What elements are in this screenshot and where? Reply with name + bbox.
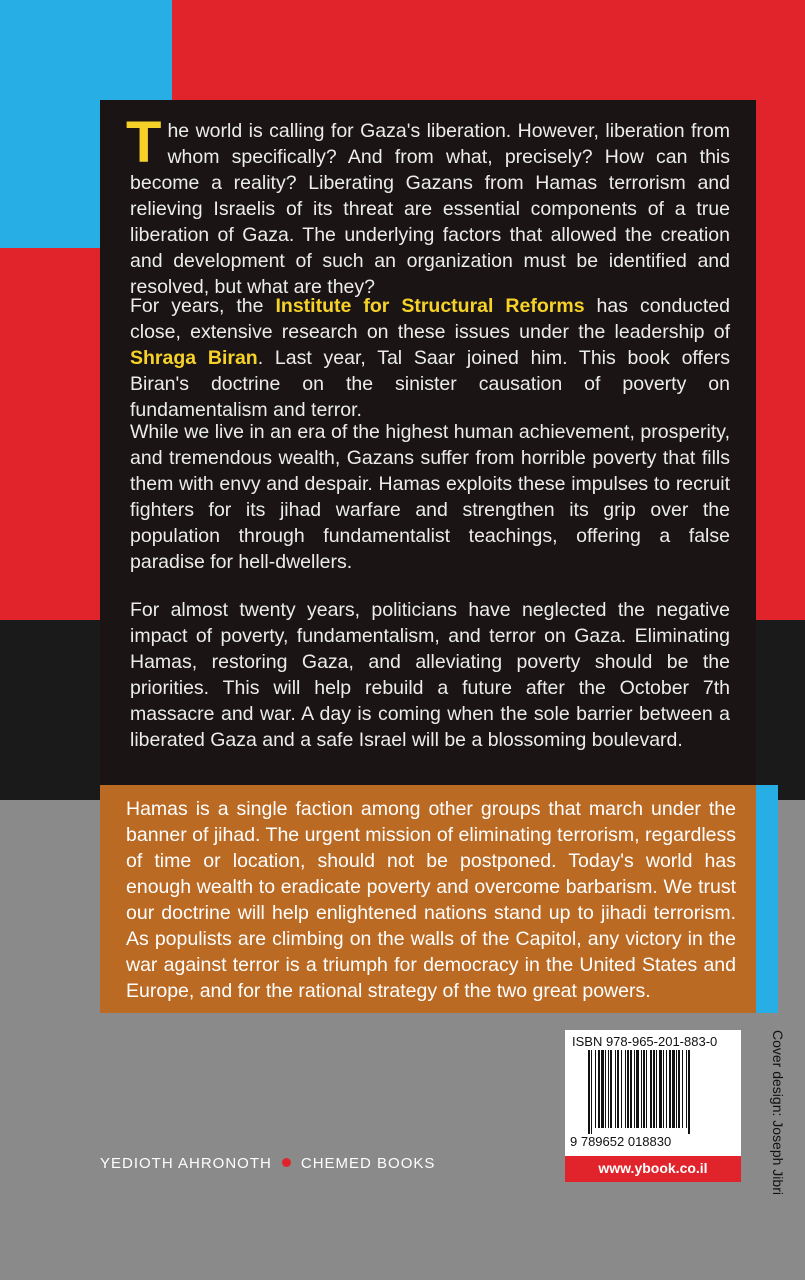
barcode-bar [641, 1050, 642, 1128]
barcode-bar [669, 1050, 671, 1128]
paragraph-1-text: he world is calling for Gaza's liberation. However, liberation from whom specifically? And from what, precisely? How can this become a reality? Liberating Gazans from Hamas terrorism and relieving Israelis of its threat are essential components of a true liberation of Gaza. The underlying factors that allowed the creation and development of such an organization must be identified and resolved, but what are they? [130, 120, 730, 298]
publisher-line [100, 1155, 435, 1172]
barcode-bar [688, 1050, 690, 1134]
barcode-bar [605, 1050, 606, 1128]
drop-cap: T [126, 110, 162, 175]
barcode-bar [643, 1050, 645, 1128]
barcode-bar [650, 1050, 652, 1128]
barcode-bar [659, 1050, 662, 1128]
publisher-url: www.ybook.co.il [598, 1160, 708, 1176]
barcode-bar [653, 1050, 655, 1128]
barcode-bar [625, 1050, 626, 1128]
paragraph-1 [126, 110, 730, 300]
barcode-bar [686, 1050, 687, 1128]
barcode-bar [595, 1050, 596, 1128]
barcode-bar [678, 1050, 680, 1128]
paragraph-4: For almost twenty years, politicians have neglected the negative impact of poverty, fundamentalism, and terror on Gaza. Eliminating Hamas, restoring Gaza, and alleviating poverty should be the priorities. This will help rebuild a future after the October 7th massacre and war. A day is coming when the sole barrier between a liberated Gaza and a safe Israel will be a blossoming boulevard. [130, 599, 730, 751]
publisher-right: CHEMED BOOKS [300, 1155, 436, 1172]
paragraph-2-text-a: For years, the [130, 295, 276, 317]
background-blue-strip [756, 785, 778, 1013]
paragraph-2 [130, 293, 730, 423]
institute-name: Institute for Structural Reforms [275, 295, 585, 317]
author-name: Shraga Biran [130, 347, 258, 369]
paragraph-3: While we live in an era of the highest human achievement, prosperity, and tremendous wealth, Gazans suffer from horrible poverty that fills them with envy and despair. Hamas exploits these impulses to recruit fighters for its jihad warfare and strengthen its grip over the population through fundamentalist teachings, offering a false paradise for hell-dwellers. [130, 421, 730, 573]
barcode-bar [621, 1050, 622, 1128]
barcode-bar [663, 1050, 664, 1128]
barcode-bar [615, 1050, 616, 1128]
barcode-bar [588, 1050, 590, 1134]
barcode-bar [610, 1050, 612, 1128]
barcode-bar [591, 1050, 592, 1134]
barcode-bar [608, 1050, 609, 1128]
barcode-icon [586, 1050, 730, 1134]
cover-credit [766, 1030, 790, 1230]
paragraph-2-text-b: has conducted close, extensive research on these issues under the leadership of [130, 295, 730, 343]
orange-paragraph: Hamas is a single faction among other groups that march under the banner of jihad. The urgent mission of eliminating terrorism, regardless of time or location, should not be postponed. Today's world has enough wealth to eradicate poverty and overcome barbarism. We trust our doctrine will help enlightened nations stand up to jihadi terrorism. As populists are climbing on the walls of the Capitol, any victory in the war against terror is a triumph for democracy in the United States and Europe, and for the rational strategy of the two great powers. [126, 798, 736, 1002]
barcode-bar [676, 1050, 677, 1128]
publisher-left: YEDIOTH AHRONOTH [100, 1155, 272, 1172]
barcode-bar [634, 1050, 635, 1128]
barcode-bar [672, 1050, 675, 1128]
red-dot-icon [282, 1158, 291, 1167]
barcode-bar [656, 1050, 657, 1128]
barcode-bar [682, 1050, 683, 1128]
barcode-bar [630, 1050, 632, 1128]
isbn-label: ISBN 978-965-201-883-0 [572, 1034, 718, 1049]
paragraph-2-text-c: . Last year, Tal Saar joined him. This book offers Biran's doctrine on the sinister causation of poverty on fundamentalism and terror. [130, 347, 730, 421]
barcode-bar [636, 1050, 639, 1128]
barcode-bar [601, 1050, 604, 1128]
barcode-bar [627, 1050, 629, 1128]
barcode-bar [598, 1050, 600, 1128]
barcode-bar [666, 1050, 667, 1128]
barcode-digits: 9 789652 018830 [570, 1134, 672, 1149]
barcode-bar [617, 1050, 619, 1128]
barcode-bar [646, 1050, 647, 1128]
cover-credit-text: Cover design: Joseph Jibri [770, 1030, 786, 1195]
